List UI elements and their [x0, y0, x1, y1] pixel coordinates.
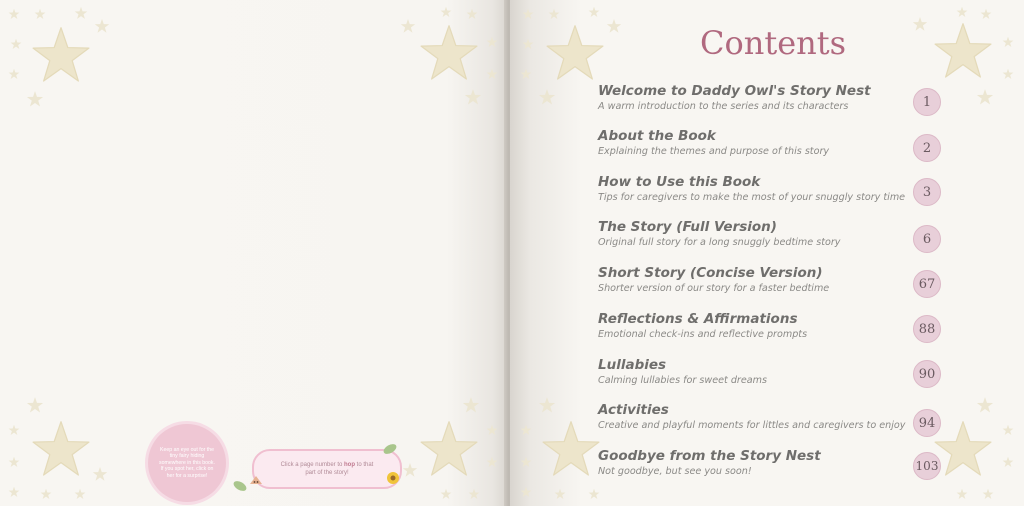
star-icon — [540, 418, 602, 480]
small-star-icon — [8, 424, 20, 436]
small-star-icon — [1002, 36, 1014, 48]
small-star-icon — [92, 466, 108, 482]
toc-entry-title[interactable]: How to Use this Book — [598, 174, 761, 190]
toc-entry — [598, 448, 938, 479]
small-star-icon — [74, 488, 86, 500]
small-star-icon — [400, 18, 416, 34]
small-star-icon — [486, 456, 498, 468]
small-star-icon — [548, 8, 560, 20]
fox-icon — [248, 472, 264, 488]
toc-entry — [598, 357, 938, 388]
toc-entry-subtitle: Emotional check-ins and reflective prompts — [598, 329, 808, 340]
small-star-icon — [538, 396, 556, 414]
small-star-icon — [912, 16, 928, 32]
sunflower-icon — [385, 470, 401, 486]
page-number-button[interactable]: 6 — [913, 225, 941, 253]
small-star-icon — [982, 488, 994, 500]
small-star-icon — [956, 488, 968, 500]
small-star-icon — [1002, 456, 1014, 468]
toc-entry — [598, 219, 938, 250]
toc-entry-subtitle: Calming lullabies for sweet dreams — [598, 375, 767, 386]
small-star-icon — [486, 424, 498, 436]
toc-entry-subtitle: Tips for caregivers to make the most of your snuggly story time — [598, 192, 906, 203]
small-star-icon — [588, 488, 600, 500]
small-star-icon — [520, 68, 532, 80]
small-star-icon — [538, 88, 556, 106]
small-star-icon — [956, 6, 968, 18]
small-star-icon — [486, 36, 498, 48]
toc-entry-subtitle: Shorter version of our story for a faster bedtime — [598, 283, 830, 294]
small-star-icon — [520, 486, 532, 498]
star-icon — [30, 24, 92, 86]
page-number-button[interactable]: 90 — [913, 360, 941, 388]
leaf-icon — [232, 478, 248, 494]
page-number-button[interactable]: 2 — [913, 134, 941, 162]
star-icon — [544, 22, 606, 84]
small-star-icon — [522, 38, 534, 50]
star-icon — [932, 20, 994, 82]
toc-entry-subtitle: Creative and playful moments for littles and caregivers to enjoy — [598, 420, 906, 431]
page-number-button[interactable]: 94 — [913, 409, 941, 437]
page-number-button[interactable]: 3 — [913, 178, 941, 206]
page-number-button[interactable]: 103 — [913, 452, 941, 480]
small-star-icon — [462, 396, 480, 414]
small-star-icon — [34, 8, 46, 20]
page-number-button[interactable]: 88 — [913, 315, 941, 343]
toc-entry-title[interactable]: Activities — [598, 402, 669, 418]
small-star-icon — [74, 6, 88, 20]
toc-entry — [598, 311, 938, 342]
toc-entry — [598, 83, 938, 114]
small-star-icon — [1002, 68, 1014, 80]
star-icon — [932, 418, 994, 480]
left-page — [0, 0, 508, 506]
toc-entry-title[interactable]: Goodbye from the Story Nest — [598, 448, 821, 464]
toc-entry — [598, 265, 938, 296]
small-star-icon — [588, 6, 600, 18]
toc-entry-title[interactable]: Welcome to Daddy Owl's Story Nest — [598, 83, 871, 99]
toc-entry-title[interactable]: Reflections & Affirmations — [598, 311, 798, 327]
toc-entry — [598, 402, 938, 433]
small-star-icon — [8, 486, 20, 498]
small-star-icon — [26, 396, 44, 414]
contents-page: Contents Welcome to Daddy Owl's Story Nest A warm introduction to the series and its characters 1 About the Book Explaining the themes and purpose of this story 2 How to Use this Book Tips for caregivers to make the most of your snuggly story time 3 The Story (Full Version) Original full story for a long snuggly bedtime story 6 Short Story (Concise Version) Shorter version of our story for a faster bedtime 67 Reflections & Affirmations Emotional check-ins and reflective prompts 88 Lullabies Calming lullabies for sweet dreams 90 Activities Creative and playful moments for littles and caregivers to enjoy 94 Goodbye from the Story Nest Not goodbye, but see you soon! 103 — [510, 0, 1024, 506]
small-star-icon — [520, 424, 532, 436]
small-star-icon — [26, 90, 44, 108]
fairy-hint-text: Keep an eye out for the tiny fairy hiding somewhere in this book. If you spot her, click on her for a surprise! — [159, 446, 215, 479]
small-star-icon — [402, 462, 418, 478]
small-star-icon — [606, 18, 622, 34]
small-star-icon — [440, 488, 452, 500]
small-star-icon — [554, 488, 566, 500]
small-star-icon — [522, 8, 534, 20]
small-star-icon — [8, 68, 20, 80]
small-star-icon — [980, 8, 992, 20]
small-star-icon — [8, 8, 20, 20]
toc-entry-subtitle: Not goodbye, but see you soon! — [598, 466, 752, 477]
small-star-icon — [976, 88, 994, 106]
small-star-icon — [440, 6, 452, 18]
toc-entry — [598, 174, 938, 205]
fairy-hint-badge — [148, 424, 226, 502]
small-star-icon — [40, 488, 52, 500]
star-icon — [30, 418, 92, 480]
small-star-icon — [1002, 424, 1014, 436]
small-star-icon — [94, 18, 110, 34]
toc-entry-title[interactable]: The Story (Full Version) — [598, 219, 777, 235]
star-icon — [418, 22, 480, 84]
star-icon — [418, 418, 480, 480]
page-number-hint-text: Click a page number to hop to that part of the story! — [280, 462, 374, 476]
small-star-icon — [10, 38, 22, 50]
toc-entry-subtitle: Explaining the themes and purpose of this story — [598, 146, 830, 157]
toc-entry-subtitle: A warm introduction to the series and its characters — [598, 101, 849, 112]
leaf-icon — [382, 441, 398, 457]
page-number-hint-banner — [252, 449, 402, 489]
small-star-icon — [8, 456, 20, 468]
page-number-button[interactable]: 1 — [913, 88, 941, 116]
small-star-icon — [464, 88, 482, 106]
toc-entry-subtitle: Original full story for a long snuggly bedtime story — [598, 237, 841, 248]
small-star-icon — [976, 396, 994, 414]
small-star-icon — [466, 8, 478, 20]
small-star-icon — [486, 68, 498, 80]
toc-entry-title[interactable]: About the Book — [598, 128, 716, 144]
toc-entry-title[interactable]: Lullabies — [598, 357, 667, 373]
small-star-icon — [520, 456, 532, 468]
small-star-icon — [468, 488, 480, 500]
toc-entry — [598, 128, 938, 159]
toc-entry-title[interactable]: Short Story (Concise Version) — [598, 265, 823, 281]
page-number-button[interactable]: 67 — [913, 270, 941, 298]
